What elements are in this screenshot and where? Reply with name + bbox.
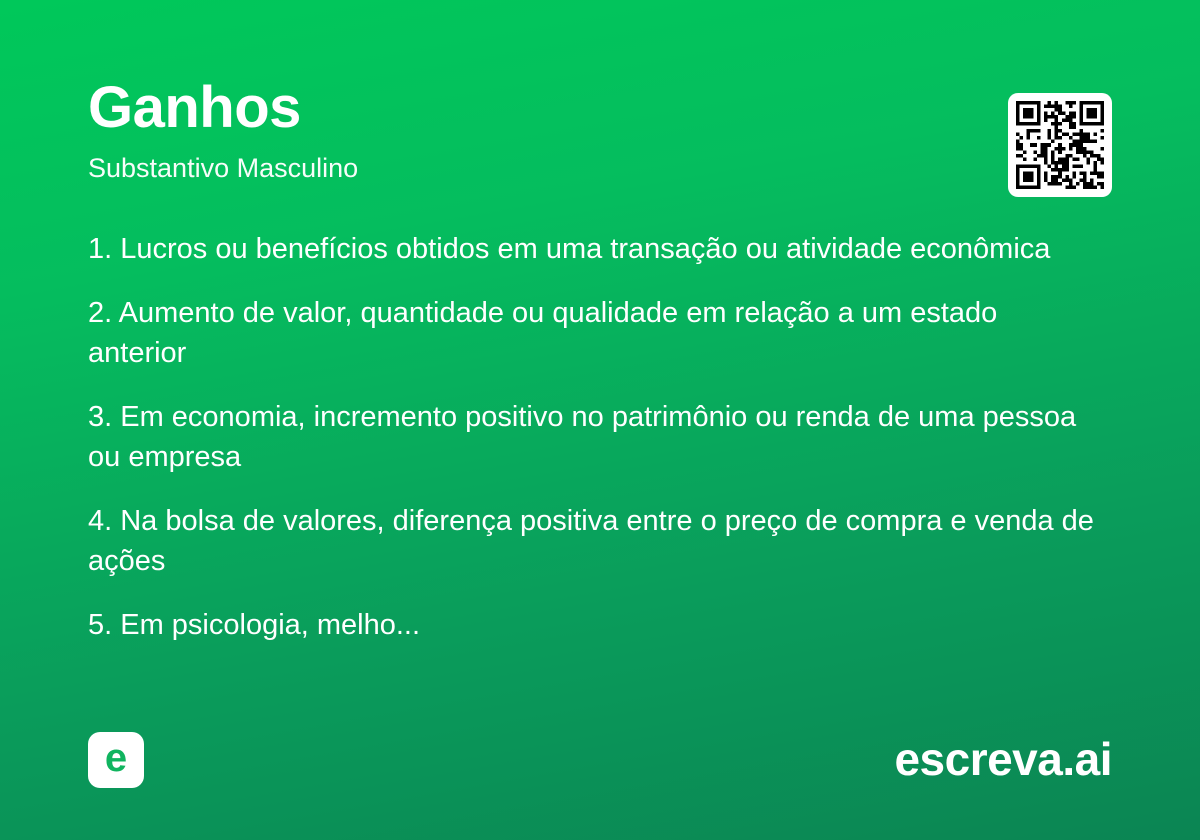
word-class-label: Substantivo Masculino — [88, 152, 359, 183]
logo-letter: e — [104, 736, 128, 780]
definition-list — [88, 230, 1098, 646]
card-footer — [88, 732, 1112, 788]
qr-code-icon[interactable] — [1008, 93, 1112, 197]
escreva-logo-icon — [88, 732, 144, 788]
qr-code-canvas — [1016, 101, 1104, 189]
page-title: Ganhos — [88, 75, 301, 140]
list-item: 4. Na bolsa de valores, diferença positiva entre o preço de compra e venda de ações — [88, 505, 1094, 577]
list-item: 3. Em economia, incremento positivo no patrimônio ou renda de uma pessoa ou empresa — [88, 401, 1077, 473]
list-item: 1. Lucros ou benefícios obtidos em uma transação ou atividade econômica — [88, 232, 1051, 265]
list-item: 5. Em psicologia, melho... — [88, 608, 421, 641]
card-content — [88, 75, 1112, 768]
list-item: 2. Aumento de valor, quantidade ou qualidade em relação a um estado anterior — [88, 297, 998, 369]
brand-name: escreva.ai — [894, 733, 1112, 785]
